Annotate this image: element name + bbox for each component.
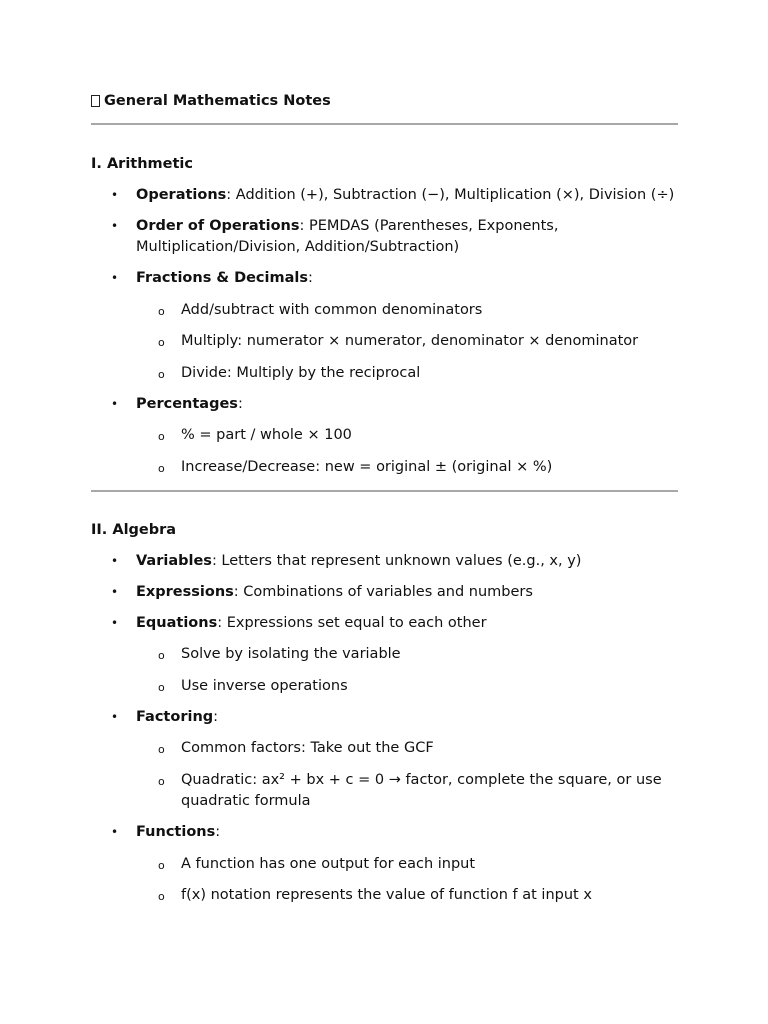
bullet-icon: • [111,187,119,202]
bullet-icon: • [111,825,119,839]
sub-list-item [136,738,678,760]
sub-item-text: Use inverse operations [181,677,348,694]
sub-item-text: A function has one output for each input [181,855,476,872]
item-text: : Letters that represent unknown values (e.g., x, y) [211,552,582,569]
sub-item-text: Increase/Decrease: new = original ± (original × %) [181,458,553,475]
circle-bullet-icon: o [158,430,165,443]
circle-bullet-icon: o [158,743,165,756]
sub-list-item [136,457,678,479]
sub-list-item [136,363,678,385]
list-item [91,216,678,259]
list-item [91,582,678,604]
item-text: : PEMDAS (Parentheses, Exponents, Multiplication/Division, Addition/Subtraction) [136,217,559,255]
list-item [91,394,678,479]
sub-item-text: % = part / whole × 100 [181,427,352,443]
circle-bullet-icon: o [158,774,165,788]
sub-list [136,644,678,697]
sub-list-item [136,300,678,322]
circle-bullet-icon: o [158,367,165,381]
list-item [91,822,678,907]
page-title-text: General Mathematics Notes [104,93,331,109]
item-text: : Expressions set equal to each other [217,614,487,631]
missing-glyph-icon [91,95,100,107]
item-text: : [215,824,221,840]
bullet-icon: • [111,271,119,285]
sub-item-text: Solve by isolating the variable [181,646,401,662]
item-term: Factoring [136,708,214,725]
sub-list [136,300,678,385]
bullet-icon: • [111,615,119,630]
list-item [91,613,678,698]
sub-list-item [136,425,678,447]
list-item [91,185,678,207]
sub-item-text: Add/subtract with common denominators [181,301,483,318]
section-heading-arithmetic: I. Arithmetic [91,156,193,172]
sub-item-text: Quadratic: ax² + bx + c = 0 → factor, complete the square, or use quadratic formula [181,771,662,809]
sub-list-item [136,854,678,876]
divider [91,490,678,492]
sub-list-item [136,644,678,666]
arithmetic-list [91,185,678,479]
document-content [91,88,678,907]
list-item [91,707,678,813]
page-title [91,88,678,114]
sub-list-item [136,676,678,698]
sub-item-text: Common factors: Take out the GCF [181,740,434,756]
sub-list [136,854,678,907]
item-term: Fractions & Decimals [136,270,308,286]
item-text: : [308,270,313,286]
section-heading-algebra: II. Algebra [91,522,177,538]
item-term: Functions [136,824,216,840]
bullet-icon: • [111,584,119,599]
sub-list-item [136,331,678,353]
sub-item-text: Divide: Multiply by the reciprocal [181,364,421,381]
circle-bullet-icon: o [158,649,165,662]
bullet-icon: • [111,396,119,411]
bullet-icon: • [111,709,119,724]
item-text: : [213,708,219,725]
algebra-list [91,551,678,907]
sub-list [136,425,678,478]
item-term: Equations [136,614,218,631]
item-term: Variables [136,552,212,569]
list-item [91,268,678,384]
divider [91,123,678,125]
sub-list-item [136,770,678,813]
item-text: : Combinations of variables and numbers [233,583,533,600]
circle-bullet-icon: o [158,890,165,903]
list-item [91,551,678,573]
item-term: Expressions [136,583,234,600]
bullet-icon: • [111,553,119,568]
circle-bullet-icon: o [158,858,165,872]
sub-item-text: f(x) notation represents the value of function f at input x [181,887,592,903]
circle-bullet-icon: o [158,680,165,694]
sub-list [136,738,678,813]
item-term: Operations [136,186,227,203]
sub-list-item [136,885,678,907]
sub-item-text: Multiply: numerator × numerator, denominator × denominator [181,333,639,349]
circle-bullet-icon: o [158,304,165,318]
circle-bullet-icon: o [158,336,165,349]
circle-bullet-icon: o [158,461,165,475]
bullet-icon: • [111,218,119,233]
item-text: : [237,395,243,412]
item-term: Order of Operations [136,217,300,234]
item-text: : Addition (+), Subtraction (−), Multiplication (×), Division (÷) [226,186,675,203]
item-term: Percentages [136,395,238,412]
